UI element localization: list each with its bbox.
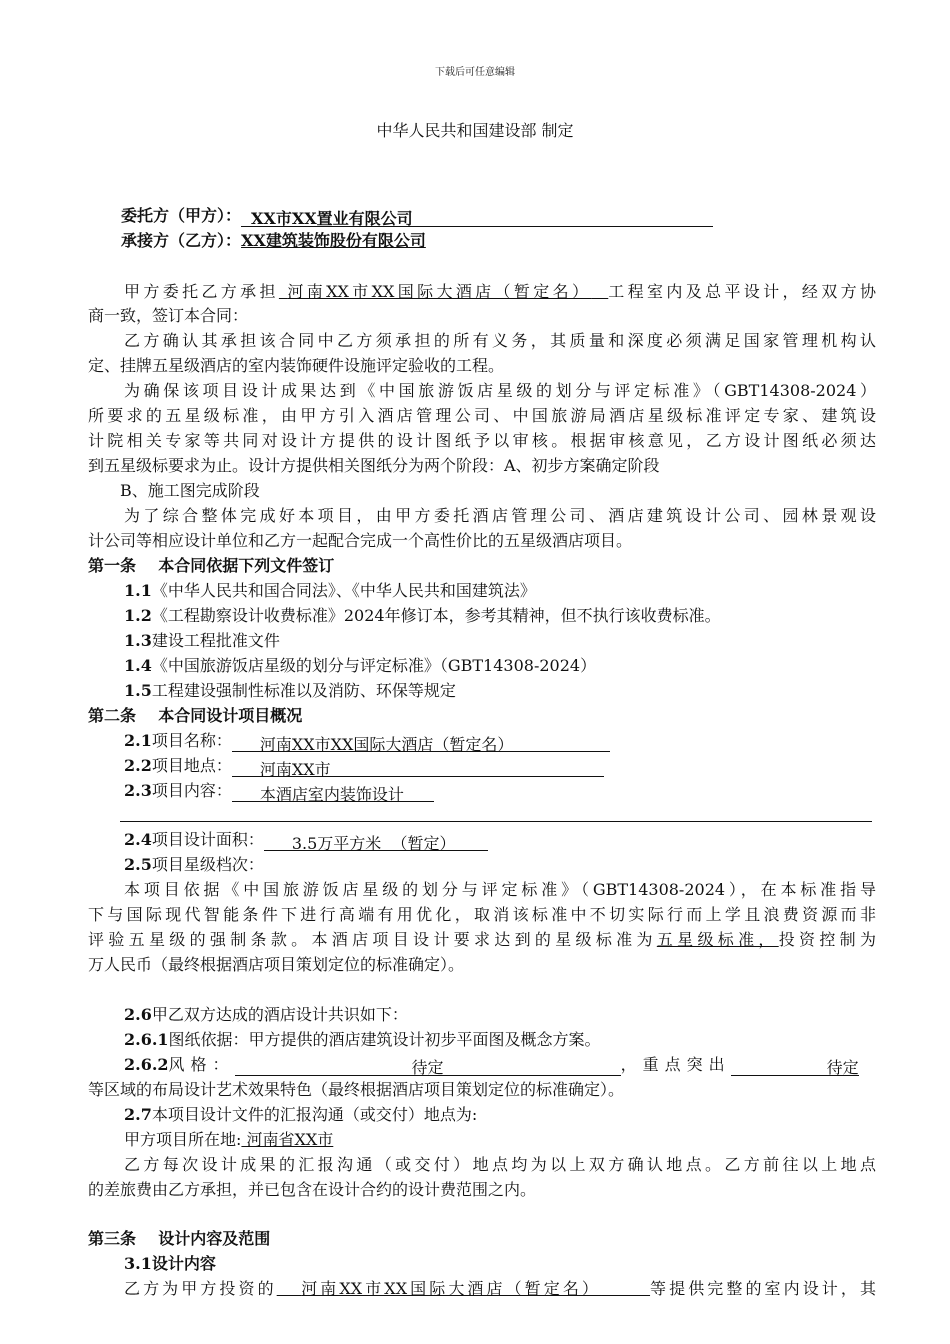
item-2-7: 2.7本项目设计文件的汇报沟通（或交付）地点为: bbox=[124, 1105, 478, 1124]
item-2-6: 2.6甲乙双方达成的酒店设计共识如下： bbox=[124, 1005, 408, 1024]
intro-line-6: 所要求的五星级标准，由甲方引入酒店管理公司、中国旅游局酒店星级标准评定专家、建筑设 bbox=[88, 406, 876, 425]
contractor-line bbox=[121, 230, 426, 252]
intro-line-11: 计公司等相应设计单位和乙方一起配合完成一个高性价比的五星级酒店项目。 bbox=[88, 531, 633, 550]
item-1-4: 1.4《中国旅游饭店星级的划分与评定标准》（GBT14308-2024） bbox=[124, 656, 597, 675]
item-2-7-line-2: 的差旅费由乙方承担，并已包含在设计合约的设计费范围之内。 bbox=[88, 1180, 537, 1199]
intro-line-3: 乙方确认其承担该合同中乙方须承担的所有义务，其质量和深度必须满足国家管理机构认 bbox=[124, 331, 876, 350]
design-area-field: 3.5万平方米 （暂定） bbox=[264, 833, 488, 851]
intro-line-1: 甲方委托乙方承担 河南XX市XX国际大酒店（暂定名） 工程室内及总平设计，经双方协 bbox=[124, 282, 876, 301]
intro-line-5: 为确保该项目设计成果达到《中国旅游饭店星级的划分与评定标准》（GBT14308-2024） bbox=[124, 381, 876, 400]
location-value: 河南省XX市 bbox=[246, 1130, 334, 1149]
item-2-6-2: 2.6.2风格： 待定 ，重点突出 待定 bbox=[124, 1055, 859, 1077]
item-2-5-line-1: 本项目依据《中国旅游饭店星级的划分与评定标准》（GBT14308-2024），在本标准指导 bbox=[124, 880, 876, 899]
intro-line-7: 计院相关专家等共同对设计方提供的设计图纸予以审核。根据审核意见，乙方设计图纸必须达 bbox=[88, 431, 876, 450]
item-1-1: 1.1《中华人民共和国合同法》、《中华人民共和国建筑法》 bbox=[124, 581, 536, 600]
intro-line-4: 定、挂牌五星级酒店的室内装饰硬件设施评定验收的工程。 bbox=[88, 356, 505, 375]
star-standard: 五星级标准， bbox=[656, 930, 779, 949]
item-1-3: 1.3建设工程批准文件 bbox=[124, 631, 280, 650]
item-2-4: 2.4项目设计面积： 3.5万平方米 （暂定） bbox=[124, 829, 488, 851]
article-3-title: 第三条 设计内容及范围 bbox=[88, 1229, 271, 1248]
item-2-2: 2.2项目地点： 河南XX市 bbox=[124, 755, 604, 777]
project-content-field: 本酒店室内装饰设计 bbox=[232, 784, 434, 802]
project-name: 河南XX市XX国际大酒店（暂定名） bbox=[287, 282, 592, 301]
project-location-field: 河南XX市 bbox=[232, 759, 604, 777]
article-1-title: 第一条 本合同依据下列文件签订 bbox=[88, 556, 335, 575]
client-label: 委托方（甲方）： bbox=[121, 206, 242, 225]
item-2-6-1: 2.6.1图纸依据：甲方提供的酒店建筑设计初步平面图及概念方案。 bbox=[124, 1030, 601, 1049]
project-name-field: 河南XX市XX国际大酒店（暂定名） bbox=[232, 734, 610, 752]
contractor-label: 承接方（乙方）： bbox=[121, 231, 242, 250]
intro-line-2: 商一致，签订本合同： bbox=[88, 306, 249, 325]
client-name: XX市XX置业有限公司 bbox=[241, 208, 713, 227]
location-line: 甲方项目所在地: 河南省XX市 bbox=[124, 1130, 334, 1149]
item-2-7-line-1: 乙方每次设计成果的汇报沟通（或交付）地点均为以上双方确认地点。乙方前往以上地点 bbox=[124, 1155, 876, 1174]
article-2-title: 第二条 本合同设计项目概况 bbox=[88, 706, 303, 725]
item-1-5: 1.5工程建设强制性标准以及消防、环保等规定 bbox=[124, 681, 456, 700]
item-2-3: 2.3项目内容： 本酒店室内装饰设计 bbox=[124, 780, 434, 802]
blank-rule bbox=[120, 821, 872, 822]
intro-line-9: B、施工图完成阶段 bbox=[120, 481, 260, 500]
item-2-5-line-4: 万人民币（最终根据酒店项目策划定位的标准确定）。 bbox=[88, 955, 465, 974]
item-3-1-line-1: 乙方为甲方投资的 河南XX市XX国际大酒店（暂定名） 等提供完整的室内设计，其 bbox=[124, 1279, 876, 1298]
item-2-5-line-2: 下与国际现代智能条件下进行高端有用优化，取消该标准中不切实际行而上学且浪费资源而非 bbox=[88, 905, 876, 924]
item-2-5: 2.5项目星级档次： bbox=[124, 855, 264, 874]
item-2-1: 2.1项目名称： 河南XX市XX国际大酒店（暂定名） bbox=[124, 730, 610, 752]
style-field: 待定 bbox=[235, 1057, 621, 1076]
item-2-6-2-line-2: 等区域的布局设计艺术效果特色（最终根据酒店项目策划定位的标准确定）。 bbox=[88, 1080, 625, 1099]
client-line bbox=[121, 205, 713, 227]
issuer-line: 中华人民共和国建设部 制定 bbox=[376, 121, 574, 140]
item-1-2: 1.2《工程勘察设计收费标准》2024年修订本，参考其精神，但不执行该收费标准。 bbox=[124, 606, 721, 625]
item-3-1: 3.1设计内容 bbox=[124, 1254, 216, 1273]
focus-field: 待定 bbox=[731, 1057, 859, 1076]
contractor-name: XX建筑装饰股份有限公司 bbox=[241, 231, 426, 250]
intro-line-10: 为了综合整体完成好本项目，由甲方委托酒店管理公司、酒店建筑设计公司、园林景观设 bbox=[124, 506, 876, 525]
item-2-5-line-3: 评验五星级的强制条款。本酒店项目设计要求达到的星级标准为五星级标准，投资控制为 bbox=[88, 930, 876, 949]
project-name-2: 河南XX市XX国际大酒店（暂定名） bbox=[301, 1279, 602, 1298]
header-note: 下载后可任意编辑 bbox=[435, 67, 515, 78]
intro-line-8: 到五星级标要求为止。设计方提供相关图纸分为两个阶段：A、初步方案确定阶段 bbox=[88, 456, 660, 475]
